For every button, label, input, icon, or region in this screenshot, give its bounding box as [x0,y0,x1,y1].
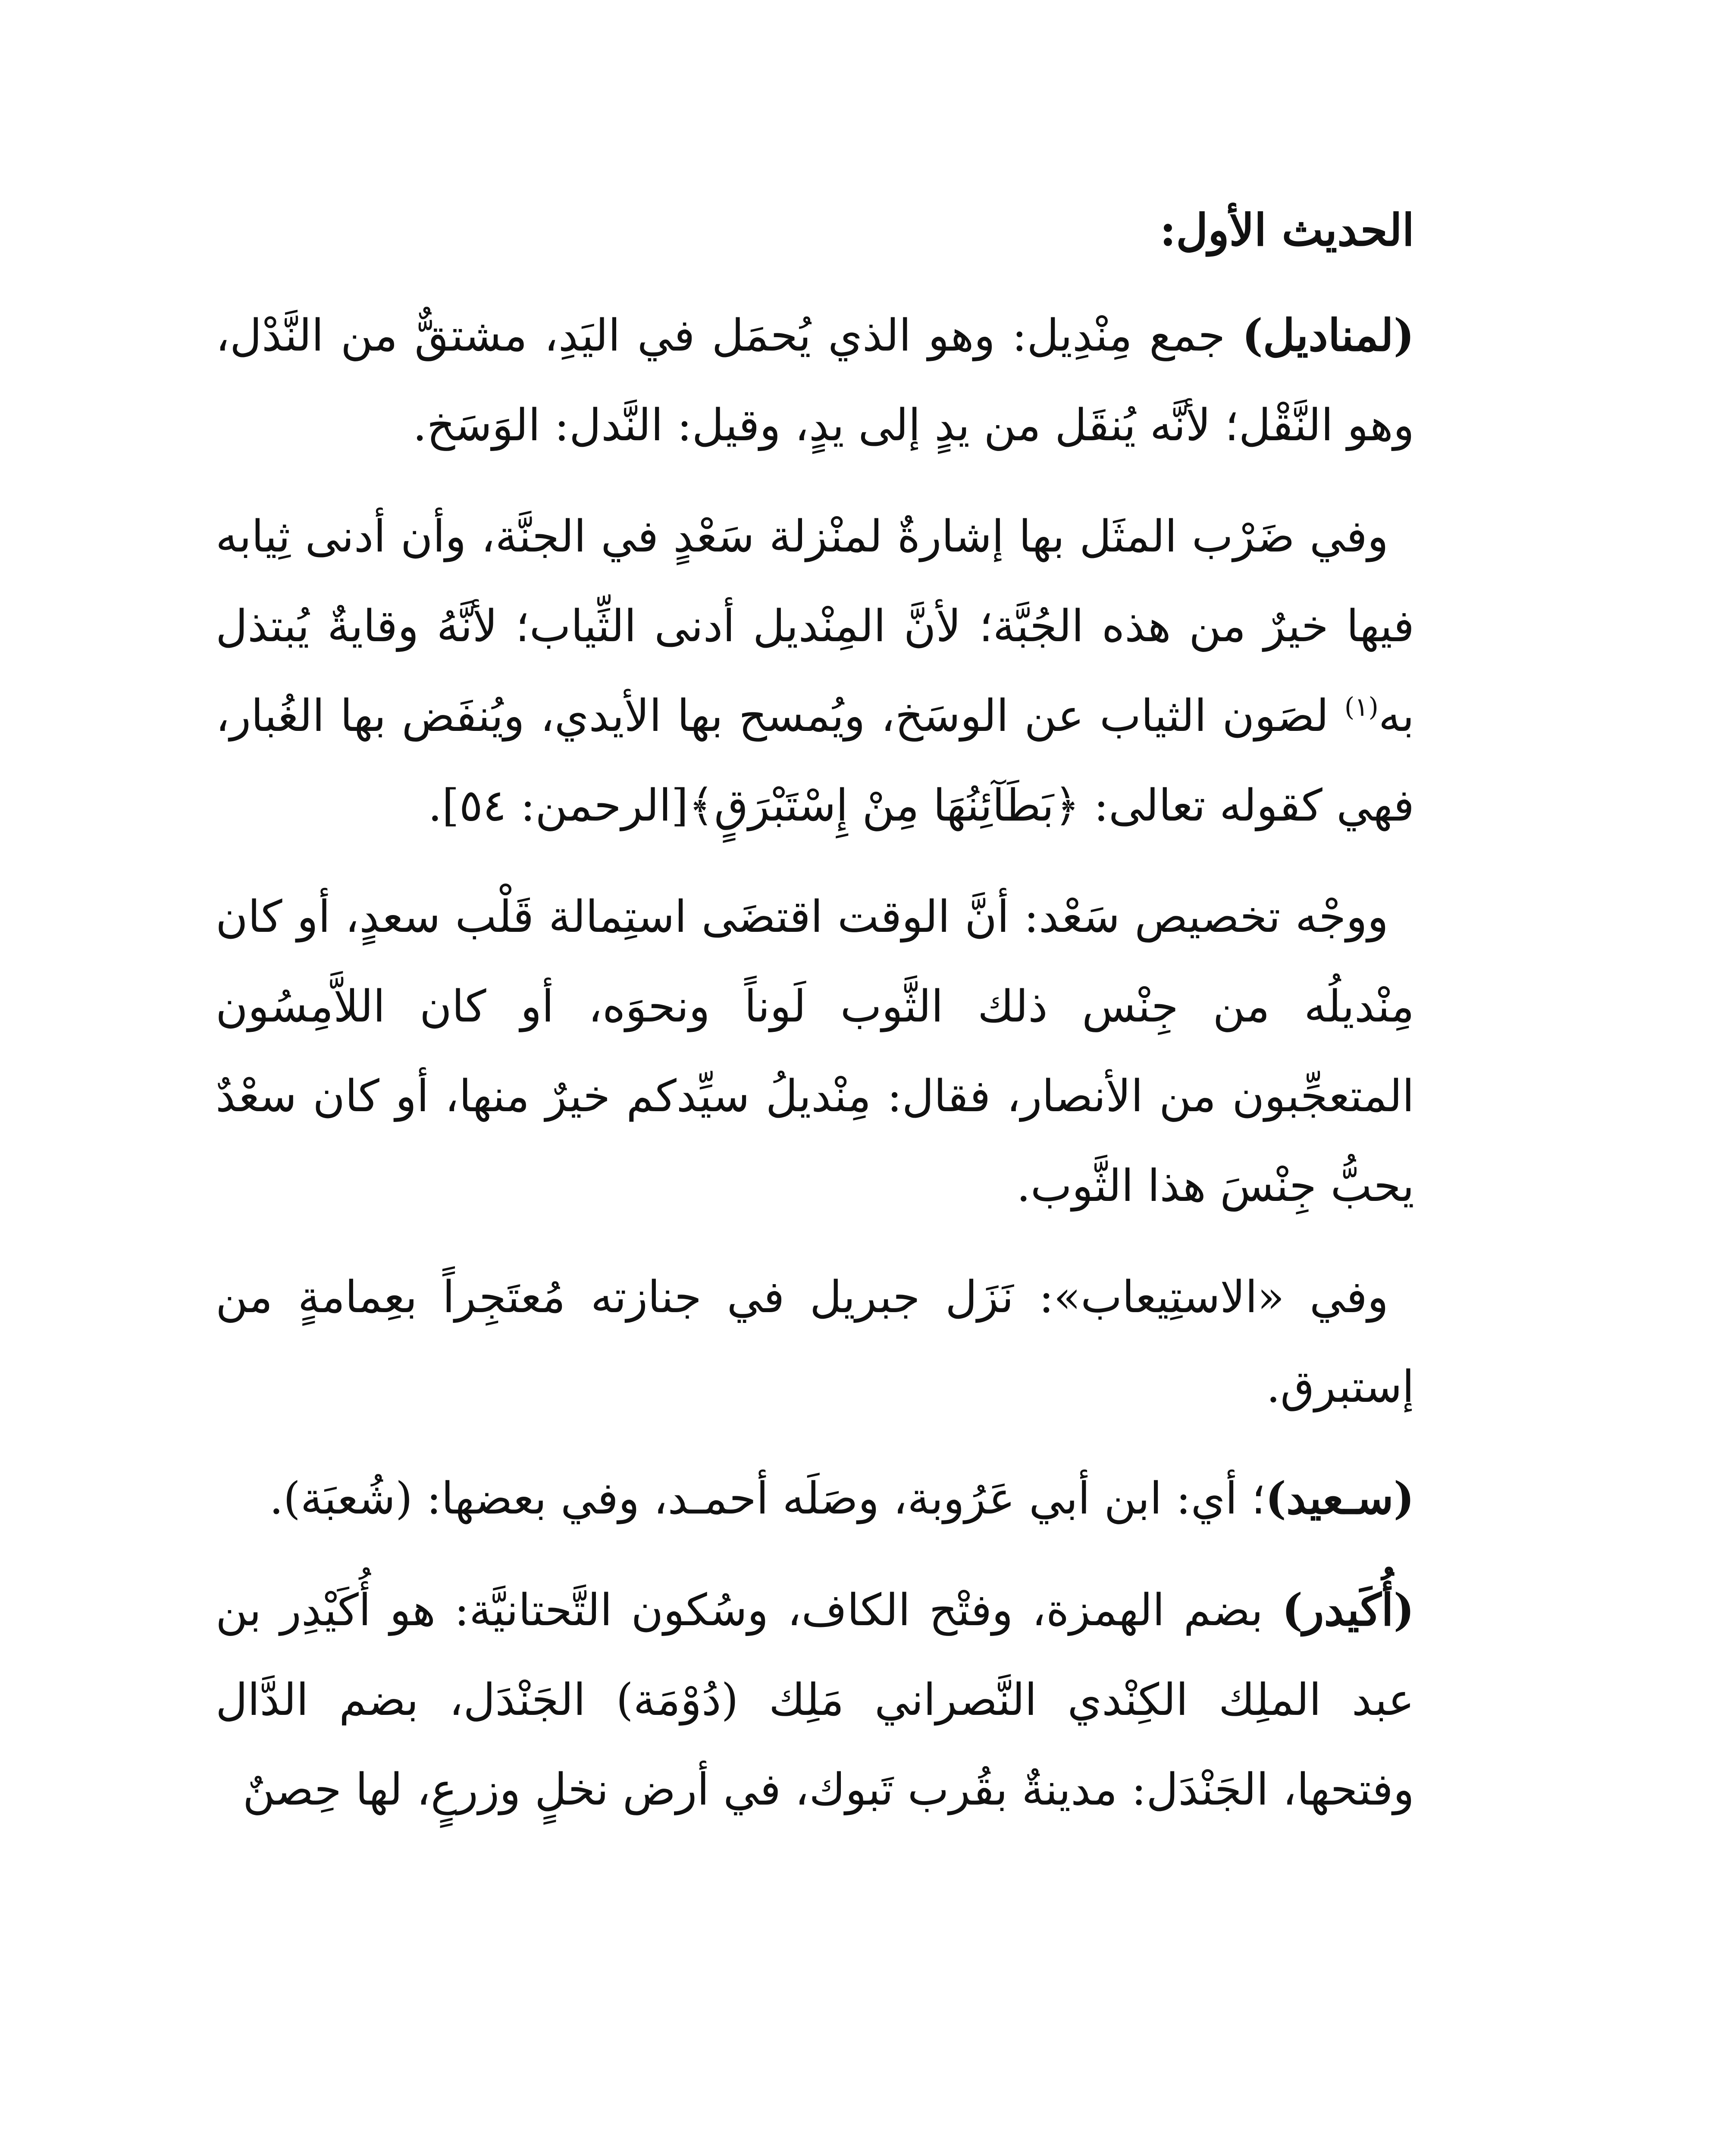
paragraph-2-text-after: لصَون الثياب عن الوسَخ، ويُمسح بها الأيدي، ويُنفَض بها الغُبار، فهي كقوله تعالى: ﴿بَطَآئِنُهَا مِنْ إِسْتَبْرَقٍ﴾[الرحمن: ٥٤]. [216,690,1414,831]
paragraph-2 [216,492,1414,851]
section-heading: الحديث الأول: [1160,204,1414,256]
footnote-reference-1[interactable]: (١) [1344,692,1379,722]
paragraph-2-text: وفي ضَرْب المثَل بها إشارةٌ لمنْزلة سَعْدٍ في الجنَّة، وأن أدنى ثِيابه فيها خيرٌ من هذه الجُبَّة؛ لأنَّ المِنْديل أدنى الثِّياب؛ لأنَّهُ وقايةٌ يُبتذل به [216,511,1414,742]
paragraph-3-text: ووجْه تخصيص سَعْد: أنَّ الوقت اقتضَى استِمالة قَلْب سعدٍ، أو كان مِنْديلُه من جِنْس ذلك الثَّوب لَوناً ونحوَه، أو كان اللاَّمِسُون المتعجِّبون من الأنصار، فقال: مِنْديلُ سيِّدكم خيرٌ منها، أو كان سعْدٌ يحبُّ جِنْسَ هذا الثَّوب. [216,891,1414,1212]
paragraph-5 [216,1454,1414,1544]
paragraph-4-text: وفي «الاستِيعاب»: نَزَل جبريل في جنازته مُعتَجِراً بعِمامةٍ من إستبرق. [216,1272,1414,1413]
paragraph-6 [216,1565,1414,1835]
term-said: (سـعيد) [1265,1473,1414,1524]
term-manadil: (لمناديل) [1242,310,1414,361]
paragraph-4 [216,1253,1414,1432]
paragraph-1-text: جمع مِنْدِيل: وهو الذي يُحمَل في اليَدِ، مشتقٌّ من النَّدْل، وهو النَّقْل؛ لأنَّه يُنقَل من يدٍ إلى يدٍ، وقيل: النَّدل: الوَسَخ. [216,310,1414,451]
paragraph-5-text: ؛ أي: ابن أبي عَرُوبة، وصَلَه أحمـد، وفي بعضها: (شُعبَة). [269,1473,1266,1524]
main-text [216,185,1414,1835]
term-ukaydir: (أُكَيدر) [1282,1584,1414,1636]
paragraph-3 [216,872,1414,1231]
paragraph-1 [216,291,1414,470]
paragraph-6-text: بضم الهمزة، وفتْح الكاف، وسُكون التَّحتانيَّة: هو أُكَيْدِر بن عبد الملِك الكِنْدي النَّصراني مَلِك (دُوْمَة) الجَنْدَل، بضم الدَّال وفتحها، الجَنْدَل: مدينةٌ بقُرب تَبوك، في أرض نخلٍ وزرعٍ، لها حِصنٌ [216,1585,1414,1815]
